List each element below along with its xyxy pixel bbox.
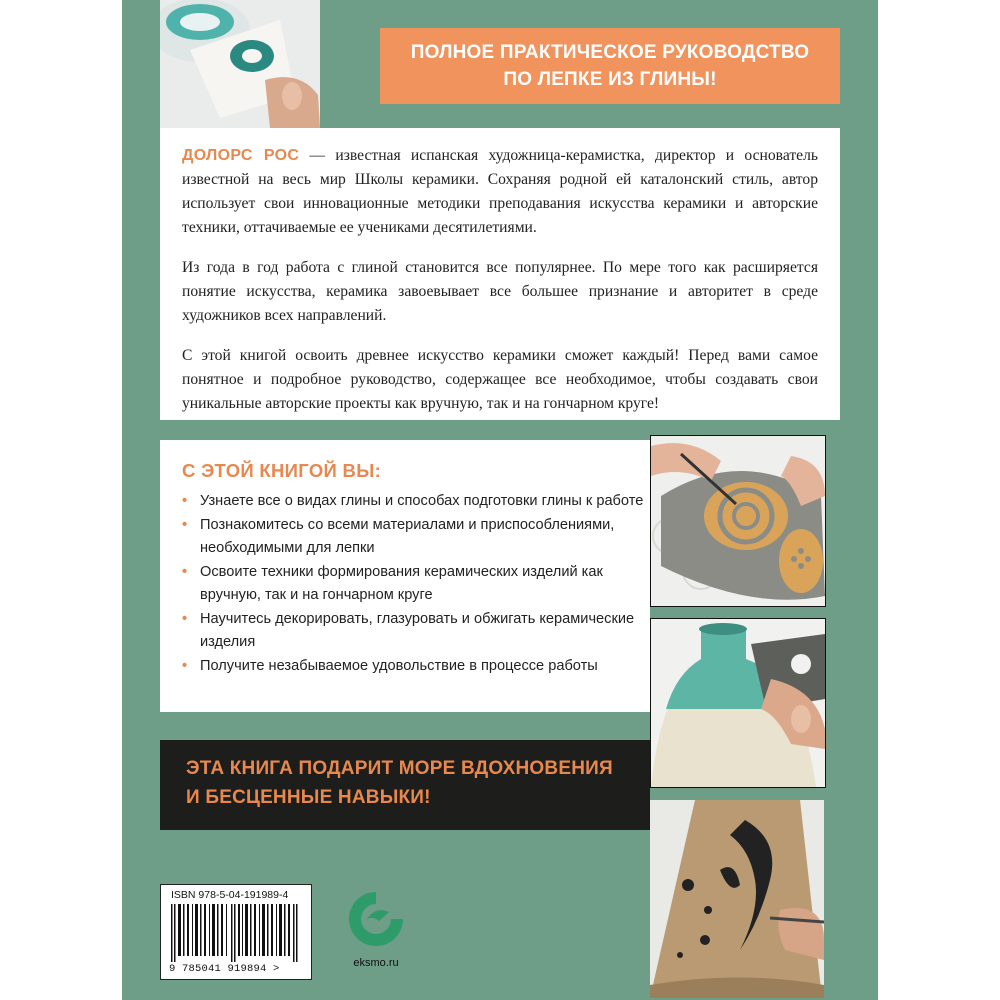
photo-vase-glaze: [650, 618, 826, 788]
tagline-box: [380, 28, 840, 104]
tagline-line-1: ПОЛНОЕ ПРАКТИЧЕСКОЕ РУКОВОДСТВО: [410, 42, 810, 63]
about-paragraph-1-text: — известная испанская художница-керамистка, директор и основатель известной на весь мир Школы керамики. Сохраняя родной ей каталонский стиль, автор использует свои инновационные методики преподавания искусства керамики и авторские техники, оттачиваемые ее учениками десятилетиями.: [182, 147, 818, 236]
photo-carving-pattern: [650, 435, 826, 607]
banner-line-2: И БЕСЦЕННЫЕ НАВЫКИ!: [186, 787, 431, 808]
feature-item: • Научитесь декорировать, глазуровать и обжигать керамические изделия: [182, 608, 650, 654]
feature-item: • Получите незабываемое удовольствие в процессе работы: [182, 655, 650, 678]
tagline-line-2: ПО ЛЕПКЕ ИЗ ГЛИНЫ!: [503, 69, 717, 90]
banner-line-1: ЭТА КНИГА ПОДАРИТ МОРЕ ВДОХНОВЕНИЯ: [186, 758, 613, 779]
feature-item: • Узнаете все о видах глины и способах подготовки глины к работе: [182, 490, 650, 513]
eksmo-logo-icon: [345, 888, 407, 950]
features-card: [160, 440, 650, 712]
publisher-website: eksmo.ru: [353, 957, 399, 969]
about-paragraph-3: С этой книгой освоить древнее искусство керамики сможет каждый! Перед вами самое понятное и подробное руководство, содержащее все необходимое, чтобы создавать свои уникальные авторские проекты как вручную, так и на гончарном круге!: [182, 347, 818, 412]
about-paragraph-2: Из года в год работа с глиной становится все популярнее. По мере того как расширяется понятие искусства, керамика завоевывает все большее признание и авторитет в среде художников всех направлений.: [182, 259, 818, 324]
barcode-digits: 9 785041 919894 >: [169, 963, 280, 975]
author-name: ДОЛОРС РОС: [182, 147, 300, 164]
barcode-bars: [169, 904, 303, 962]
features-list: [182, 490, 650, 678]
about-card: [160, 128, 840, 420]
photo-cutout-vessel: [650, 800, 824, 998]
feature-item: • Познакомитесь со всеми материалами и приспособлениями, необходимыми для лепки: [182, 514, 650, 560]
photo-hand-with-glaze: [160, 0, 320, 128]
isbn-barcode: [160, 884, 312, 980]
slogan-banner: [160, 740, 650, 830]
isbn-number: ISBN 978-5-04-191989-4: [171, 889, 289, 901]
feature-item: • Освоите техники формирования керамических изделий как вручную, так и на гончарном круге: [182, 561, 650, 607]
features-heading: С ЭТОЙ КНИГОЙ ВЫ:: [182, 460, 382, 481]
about-paragraph-1: [182, 144, 818, 240]
